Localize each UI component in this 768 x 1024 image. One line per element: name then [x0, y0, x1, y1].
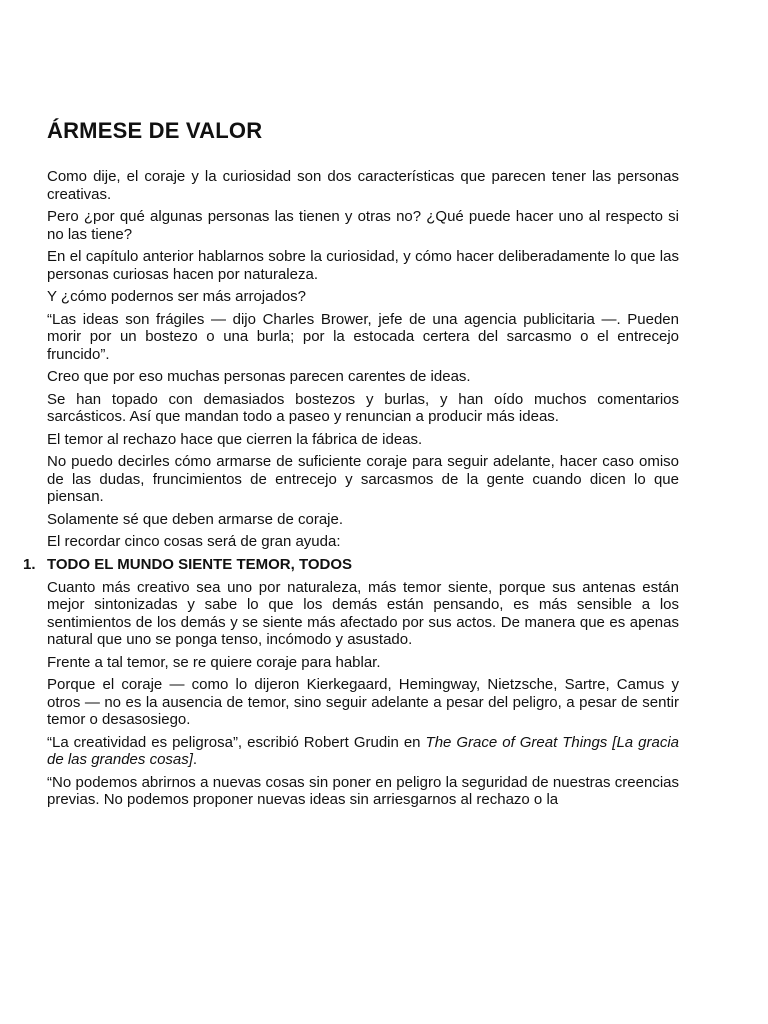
section-heading — [23, 556, 679, 574]
section-title: TODO EL MUNDO SIENTE TEMOR, TODOS — [47, 555, 353, 573]
paragraph: Creo que por eso muchas personas parecen carentes de ideas. — [47, 368, 471, 385]
paragraph: “No podemos abrirnos a nuevas cosas sin poner en peligro la seguridad de nuestras creencias previas. No podemos proponer nuevas ideas sin arriesgarnos al rechazo o la — [47, 773, 679, 808]
paragraph: “Las ideas son frágiles — dijo Charles Brower, jefe de una agencia publicitaria —. Pueden morir por un bostezo o una burla; por la estocada certera del sarcasmo o el entrecejo fruncido”. — [47, 310, 679, 363]
paragraph: El recordar cinco cosas será de gran ayuda: — [47, 533, 341, 550]
book-title: The Grace of Great Things [La gracia de las grandes cosas] — [47, 733, 679, 768]
paragraph: Como dije, el coraje y la curiosidad son dos características que parecen tener las personas creativas. — [47, 168, 679, 203]
paragraph: Solamente sé que deben armarse de coraje. — [47, 510, 344, 528]
paragraph: Pero ¿por qué algunas personas las tienen y otras no? ¿Qué puede hacer uno al respecto si no las tiene? — [47, 208, 679, 243]
paragraph: Se han topado con demasiados bostezos y burlas, y han oído muchos comentarios sarcásticos. Así que mandan todo a paseo y renuncian a producir más ideas. — [47, 390, 679, 425]
paragraph: Porque el coraje — como lo dijeron Kierkegaard, Hemingway, Nietzsche, Sartre, Camus y otros — no es la ausencia de temor, sino seguir adelante a pesar del peligro, a pesar de sentir temor o desasosiego. — [47, 676, 679, 728]
paragraph: Cuanto más creativo sea uno por naturaleza, más temor siente, porque sus antenas están mejor sintonizadas y sabe lo que los demás están pensando, es más sensible a los sentimientos de los demás y se siente más afectado por sus actos. De manera que es apenas natural que uno se ponga tenso, incómodo y asustado. — [47, 578, 679, 648]
grudin-paragraph — [47, 734, 679, 769]
paragraph: El temor al rechazo hace que cierren la fábrica de ideas. — [47, 430, 423, 448]
paragraph: No puedo decirles cómo armarse de suficiente coraje para seguir adelante, hacer caso omiso de las dudas, fruncimientos de entrecejo y sarcasmos de la gente cuando dicen lo que piensan. — [47, 453, 679, 505]
grudin-end: . — [192, 751, 198, 768]
paragraph: Y ¿cómo podernos ser más arrojados? — [47, 288, 307, 305]
paragraph: Frente a tal temor, se re quiere coraje para hablar. — [47, 653, 381, 671]
paragraph: En el capítulo anterior hablarnos sobre la curiosidad, y cómo hacer deliberadamente lo que las personas curiosas hacen por naturaleza. — [47, 248, 679, 283]
section-number: 1. — [23, 555, 36, 573]
document-body — [23, 168, 679, 814]
page-title: ÁRMESE DE VALOR — [47, 118, 263, 143]
grudin-text: “La creatividad es peligrosa”, escribió Robert Grudin en — [47, 733, 426, 751]
